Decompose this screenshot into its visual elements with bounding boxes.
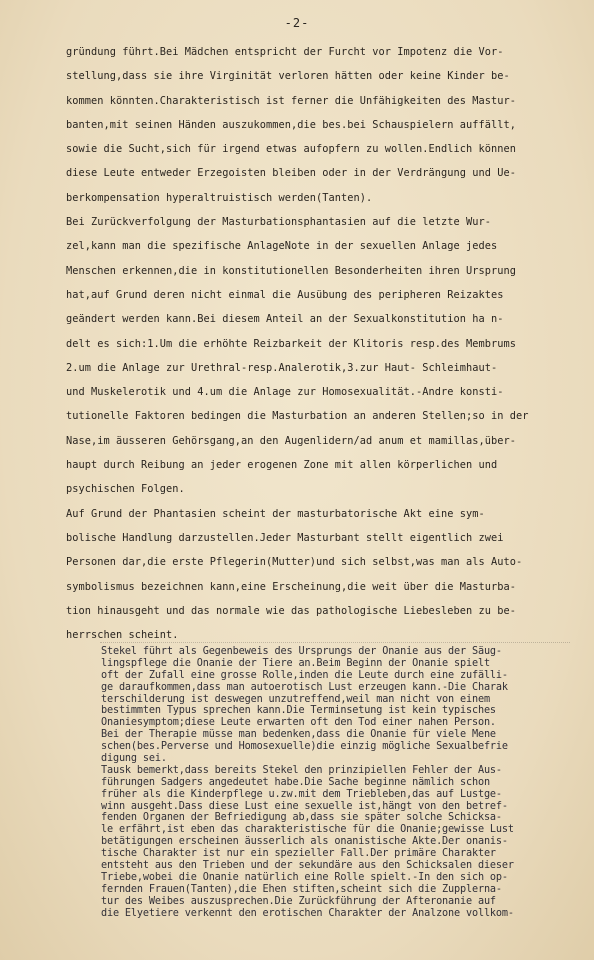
text-line: Bei Zurückverfolgung der Masturbationsphantasien auf die letzte Wur- [66,216,491,229]
text-line: Personen dar,die erste Pflegerin(Mutter)und sich selbst,was man als Auto- [66,556,523,569]
page-number: -2- [284,16,310,30]
footnote-line: Tausk bemerkt,dass bereits Stekel den prinzipiellen Fehler der Aus- [101,764,502,776]
footnote-line: lingspflege die Onanie der Tiere an.Beim Beginn der Onanie spielt [101,657,490,669]
text-line: kommen könnten.Charakteristisch ist ferner die Unfähigkeiten des Mastur- [66,94,516,107]
footnote-line: die Elyetiere verkennt den erotischen Charakter der Analzone vollkom- [101,907,514,919]
text-line: tion hinausgeht und das normale wie das pathologische Liebesleben zu be- [66,604,516,617]
footnote-line: entsteht aus den Trieben und der sekundäre aus den Schicksalen dieser [101,860,514,872]
text-line: stellung,dass sie ihre Virginität verloren hätten oder keine Kinder be- [66,70,510,83]
text-line: Menschen erkennen,die in konstitutionellen Besonderheiten ihren Ursprung [66,264,516,277]
footnote-line: Bei der Therapie müsse man bedenken,dass die Onanie für viele Mene [101,729,496,741]
footnote-line: bestimmten Typus sprechen kann.Die Terminsetung ist kein typisches [101,705,496,717]
footnote-line: winn ausgeht.Dass diese Lust eine sexuelle ist,hängt von den betref- [101,800,508,812]
text-line: und Muskelerotik und 4.um die Anlage zur Homosexualität.-Andre konsti- [66,386,504,399]
footnote-line: le erfährt,ist eben das charakteristische für die Onanie;gewisse Lust [101,824,514,836]
text-line: gründung führt.Bei Mädchen entspricht der Furcht vor Impotenz die Vor- [66,46,504,58]
text-line: bolische Handlung darzustellen.Jeder Masturbant stellt eigentlich zwei [66,531,504,544]
text-line: tutionelle Faktoren bedingen die Masturbation an anderen Stellen;so in der [66,410,529,423]
footnote-line: tische Charakter ist nur ein spezieller Fall.Der primäre Charakter [101,848,496,860]
text-line: banten,mit seinen Händen auszukommen,die bes.bei Schauspielern auffällt, [66,118,516,131]
text-line: Nase,im äusseren Gehörsgang,an den Augenlidern/ad anum et mamillas,über- [66,434,516,447]
footnote-line: Stekel führt als Gegenbeweis des Ursprungs der Onanie aus der Säug- [101,646,502,657]
main-body-text [66,40,558,647]
text-line: hat,auf Grund deren nicht einmal die Ausübung des peripheren Reizaktes [66,288,504,301]
footnote-line: ge daraufkommen,dass man autoerotisch Lust erzeugen kann.-Die Charak [101,681,508,693]
footnote-line: fernden Frauen(Tanten),die Ehen stiften,scheint sich die Zupplerna- [101,883,502,895]
footnote-line: digung sei. [101,753,167,765]
footnote-separator [100,642,570,643]
text-line: berkompensation hyperaltruistisch werden(Tanten). [66,191,373,204]
footnotes-block [101,646,581,919]
text-line: Auf Grund der Phantasien scheint der masturbatorische Akt eine sym- [66,507,485,520]
text-line: psychischen Folgen. [66,483,185,496]
text-line: 2.um die Anlage zur Urethral-resp.Analerotik,3.zur Haut- Schleimhaut- [66,361,498,374]
text-line: geändert werden kann.Bei diesem Anteil an der Sexualkonstitution ha n- [66,313,504,326]
text-line: sowie die Sucht,sich für irgend etwas aufopfern zu wollen.Endlich können [66,143,516,156]
footnote-line: führungen Sadgers angedeutet habe.Die Sache beginne nämlich schon [101,776,490,788]
footnote-line: fenden Organen der Befriedigung ab,dass sie später solche Schicksa- [101,812,502,824]
footnote-line: terschilderung ist deswegen unzutreffend,weil man nicht von einem [101,693,490,705]
text-line: diese Leute entweder Erzegoisten bleiben oder in der Verdrängung und Ue- [66,167,516,180]
footnote-line: schen(bes.Perverse und Homosexuelle)die einzig mögliche Sexualbefrie [101,741,508,753]
footnote-line: Onaniesymptom;diese Leute erwarten oft den Tod einer nahen Person. [101,717,496,729]
footnote-line: tur des Weibes auszusprechen.Die Zurückführung der Afteronanie auf [101,895,496,907]
text-line: zel,kann man die spezifische AnlageNote in der sexuellen Anlage jedes [66,240,498,253]
footnote-line: betätigungen erscheinen äusserlich als onanistische Akte.Der onanis- [101,836,508,848]
footnote-line: Triebe,wobei die Onanie natürlich eine Rolle spielt.-In den sich op- [101,871,508,883]
text-line: haupt durch Reibung an jeder erogenen Zone mit allen körperlichen und [66,459,498,472]
text-line: delt es sich:1.Um die erhöhte Reizbarkeit der Klitoris resp.des Membrums [66,337,516,350]
text-line: herrschen scheint. [66,629,179,642]
footnote-line: früher als die Kinderpflege u.zw.mit dem Triebleben,das auf Lustge- [101,788,502,800]
footnote-line: oft der Zufall eine grosse Rolle,inden die Leute durch eine zufälli- [101,669,508,681]
text-line: symbolismus bezeichnen kann,eine Erscheinung,die weit über die Masturba- [66,580,516,593]
